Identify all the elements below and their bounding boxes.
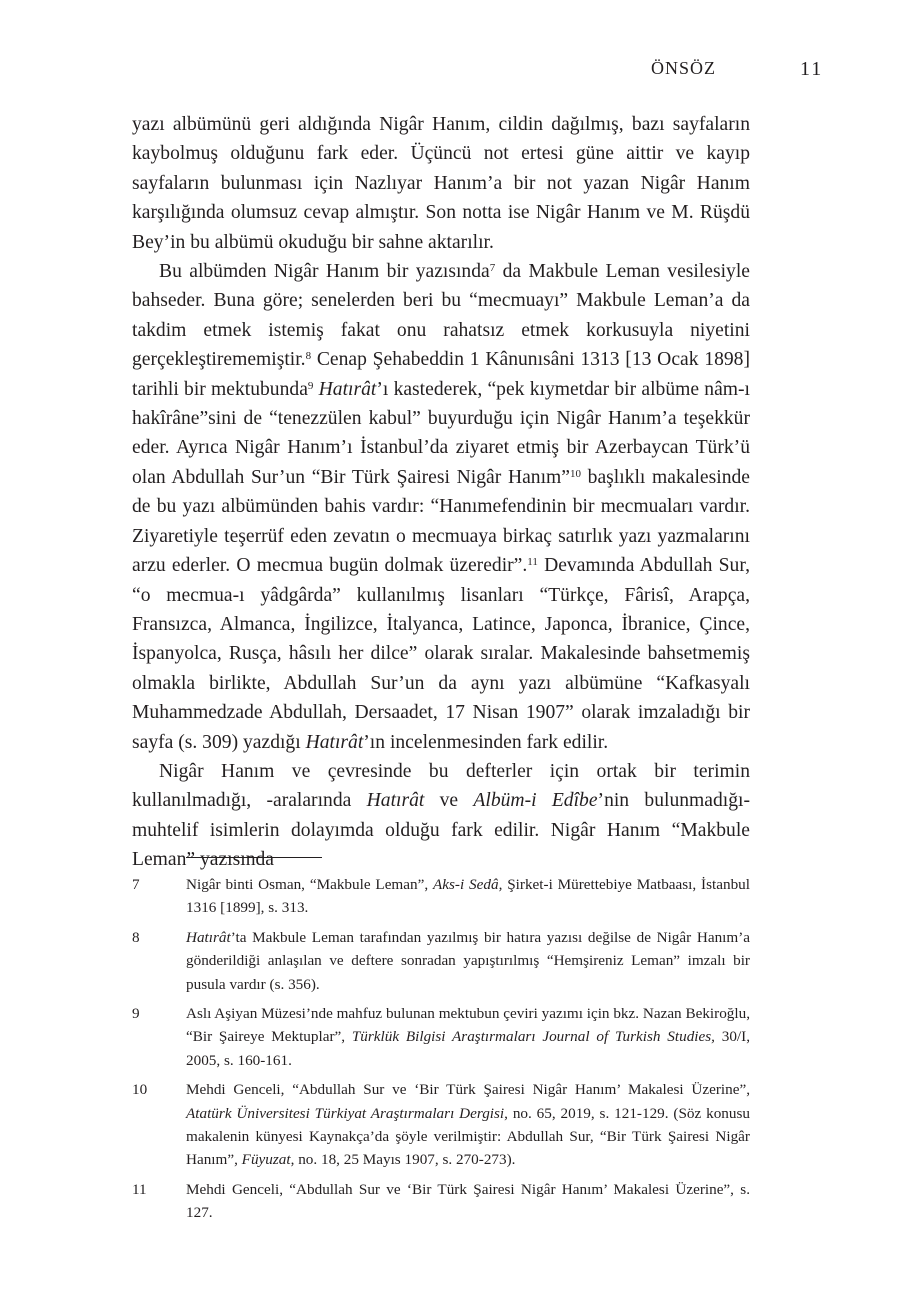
footnote-11 [132,1178,750,1225]
text-run: ’ın incelenmesinden fark edilir. [363,731,609,753]
footnote-7 [132,873,750,920]
footnote-8 [132,926,750,996]
text-run: Devamında Abdullah Sur, “o mecmua-ı yâdgârda” kullanılmış lisanları “Türkçe, Fârisî, Arapça, Fransızca, Almanca, İngilizce, İtalyanca, Latince, Japonca, İbranice, Çince, İspanyolca, Rusça, hâsılı her dilce” olarak sıralar. Makalesinde bahsetmemiş olmakla birlikte, Abdullah Sur’un da aynı yazı albümüne “Kafkasyalı Muhammedzade Abdullah, Dersaadet, 17 Nisan 1907” olarak imzaladığı bir sayfa (s. 309) yazdığı [132,555,750,753]
text-run: da Makbule Leman vesilesiyle bahseder. Buna göre; senelerden beri bu “mecmuayı” Makbule Leman’a da takdim etmek istemiş fakat onu rahatsız etmek korkusuyla niyetini gerçekleştirememiştir. [132,261,750,371]
text-run: ’ı kastederek, “pek kıymetdar bir albüme nâm-ı hakîrâne”sini de “tenezzülen kabul” buyurduğu için Nigâr Hanım’a teşekkür eder. Ayrıca Nigâr Hanım’ı İstanbul’da ziyaret etmiş bir Azerbaycan Türk’ü olan Abdullah Sur’un “Bir Türk Şairesi Nigâr Hanım” [132,378,751,488]
italic-title: Albüm-i Edîbe [473,790,598,812]
footnote-number: 7 [132,876,140,893]
footnote-9 [132,1002,750,1072]
footnote-ref-8[interactable]: 8 [305,350,312,363]
paragraph-2 [132,257,750,757]
body-text [132,110,750,875]
footnote-number: 8 [132,928,140,946]
footnote-ref-10[interactable]: 10 [569,467,581,480]
footnote-text: Aslı Aşiyan Müzesi’nde mahfuz bulunan mektubun çeviri yazımı için bkz. Nazan Bekiroğlu, “Bir Şaireye Mektuplar”, Türklük Bilgisi Araştırmaları Journal of Turkish Studies, 30/I, 2005, s. 160-161. [186,1005,751,1069]
text-run: yazı albümünü geri aldığında Nigâr Hanım, cildin dağılmış, bazı sayfaların kaybolmuş olduğunu fark eder. Üçüncü not ertesi güne aittir ve kayıp sayfaların bulunması için Nazlıyar Hanım’a bir not yazan Nigâr Hanım karşılığında olumsuz cevap almıştır. Son notta ise Nigâr Hanım ve M. Rüşdü Bey’in bu albümü okuduğu bir sahne aktarılır. [132,114,750,253]
text-run: ’nin bulunmadığı- muhtelif isimlerin dolayımda olduğu fark edilir. Nigâr Hanım “Makbule Leman” yazısında [132,790,750,871]
running-title: ÖNSÖZ [651,58,717,78]
text-run: Nigâr Hanım ve çevresinde bu defterler için ortak bir terimin kullanılmadığı, -aralarında [132,760,750,812]
text-run: başlıklı makalesinde de bu yazı albümünden bahis vardır: “Hanımefendinin bir mecmuaları vardır. Ziyaretiyle teşerrüf eden zevatın o mecmuaya birkaç satırlık yazı yazmalarını arzu ederler. O mecmua bugün dolmak üzeredir”. [132,466,750,577]
paragraph-1 [132,110,750,257]
text-run: Bu albümden Nigâr Hanım bir yazısında [159,261,490,283]
footnote-text: Mehdi Genceli, “Abdullah Sur ve ‘Bir Türk Şairesi Nigâr Hanım’ Makalesi Üzerine”, Atatürk Üniversitesi Türkiyat Araştırmaları Dergisi, no. 65, 2019, s. 121-129. (Söz konusu makalenin künyesi Kaynakça’da şöyle verilmiştir: Abdullah Sur, “Bir Türk Şairesi Nigâr Hanım”, Füyuzat, no. 18, 25 Mayıs 1907, s. 270-273). [186,1081,751,1169]
text-run: Cenap Şehabeddin 1 Kânunısâni 1313 [13 Ocak 1898] tarihli bir mektubunda [132,349,750,400]
footnote-text: Mehdi Genceli, “Abdullah Sur ve ‘Bir Türk Şairesi Nigâr Hanım’ Makalesi Üzerine”, s. 127. [186,1180,750,1222]
italic-title: Hatırât [305,731,364,753]
running-header [0,58,900,88]
footnote-text: Hatırât’ta Makbule Leman tarafından yazılmış bir hatıra yazısı değilse de Nigâr Hanım’a gönderildiği anlaşılan ve deftere sonradan yapıştırılmış “Hemşireniz Leman” imzalı bir pusula vardır (s. 356). [186,928,750,993]
footnote-number: 10 [132,1081,148,1099]
footnote-number: 11 [132,1180,147,1198]
text-run: ve [424,790,474,812]
footnote-ref-9[interactable]: 9 [307,379,314,392]
italic-title: Hatırât [366,790,425,812]
footnote-ref-11[interactable]: 11 [527,556,538,569]
page-number: 11 [800,58,824,80]
footnote-separator [186,857,322,858]
footnote-number: 9 [132,1005,140,1023]
footnote-10 [132,1078,750,1172]
italic-title: Hatırât [318,378,377,400]
footnote-text: Nigâr binti Osman, “Makbule Leman”, Aks-i Sedâ, Şirket-i Mürettebiye Matbaası, İstanbul 1316 [1899], s. 313. [186,876,750,917]
footnote-ref-7[interactable]: 7 [489,262,496,275]
footnotes [132,873,750,1231]
